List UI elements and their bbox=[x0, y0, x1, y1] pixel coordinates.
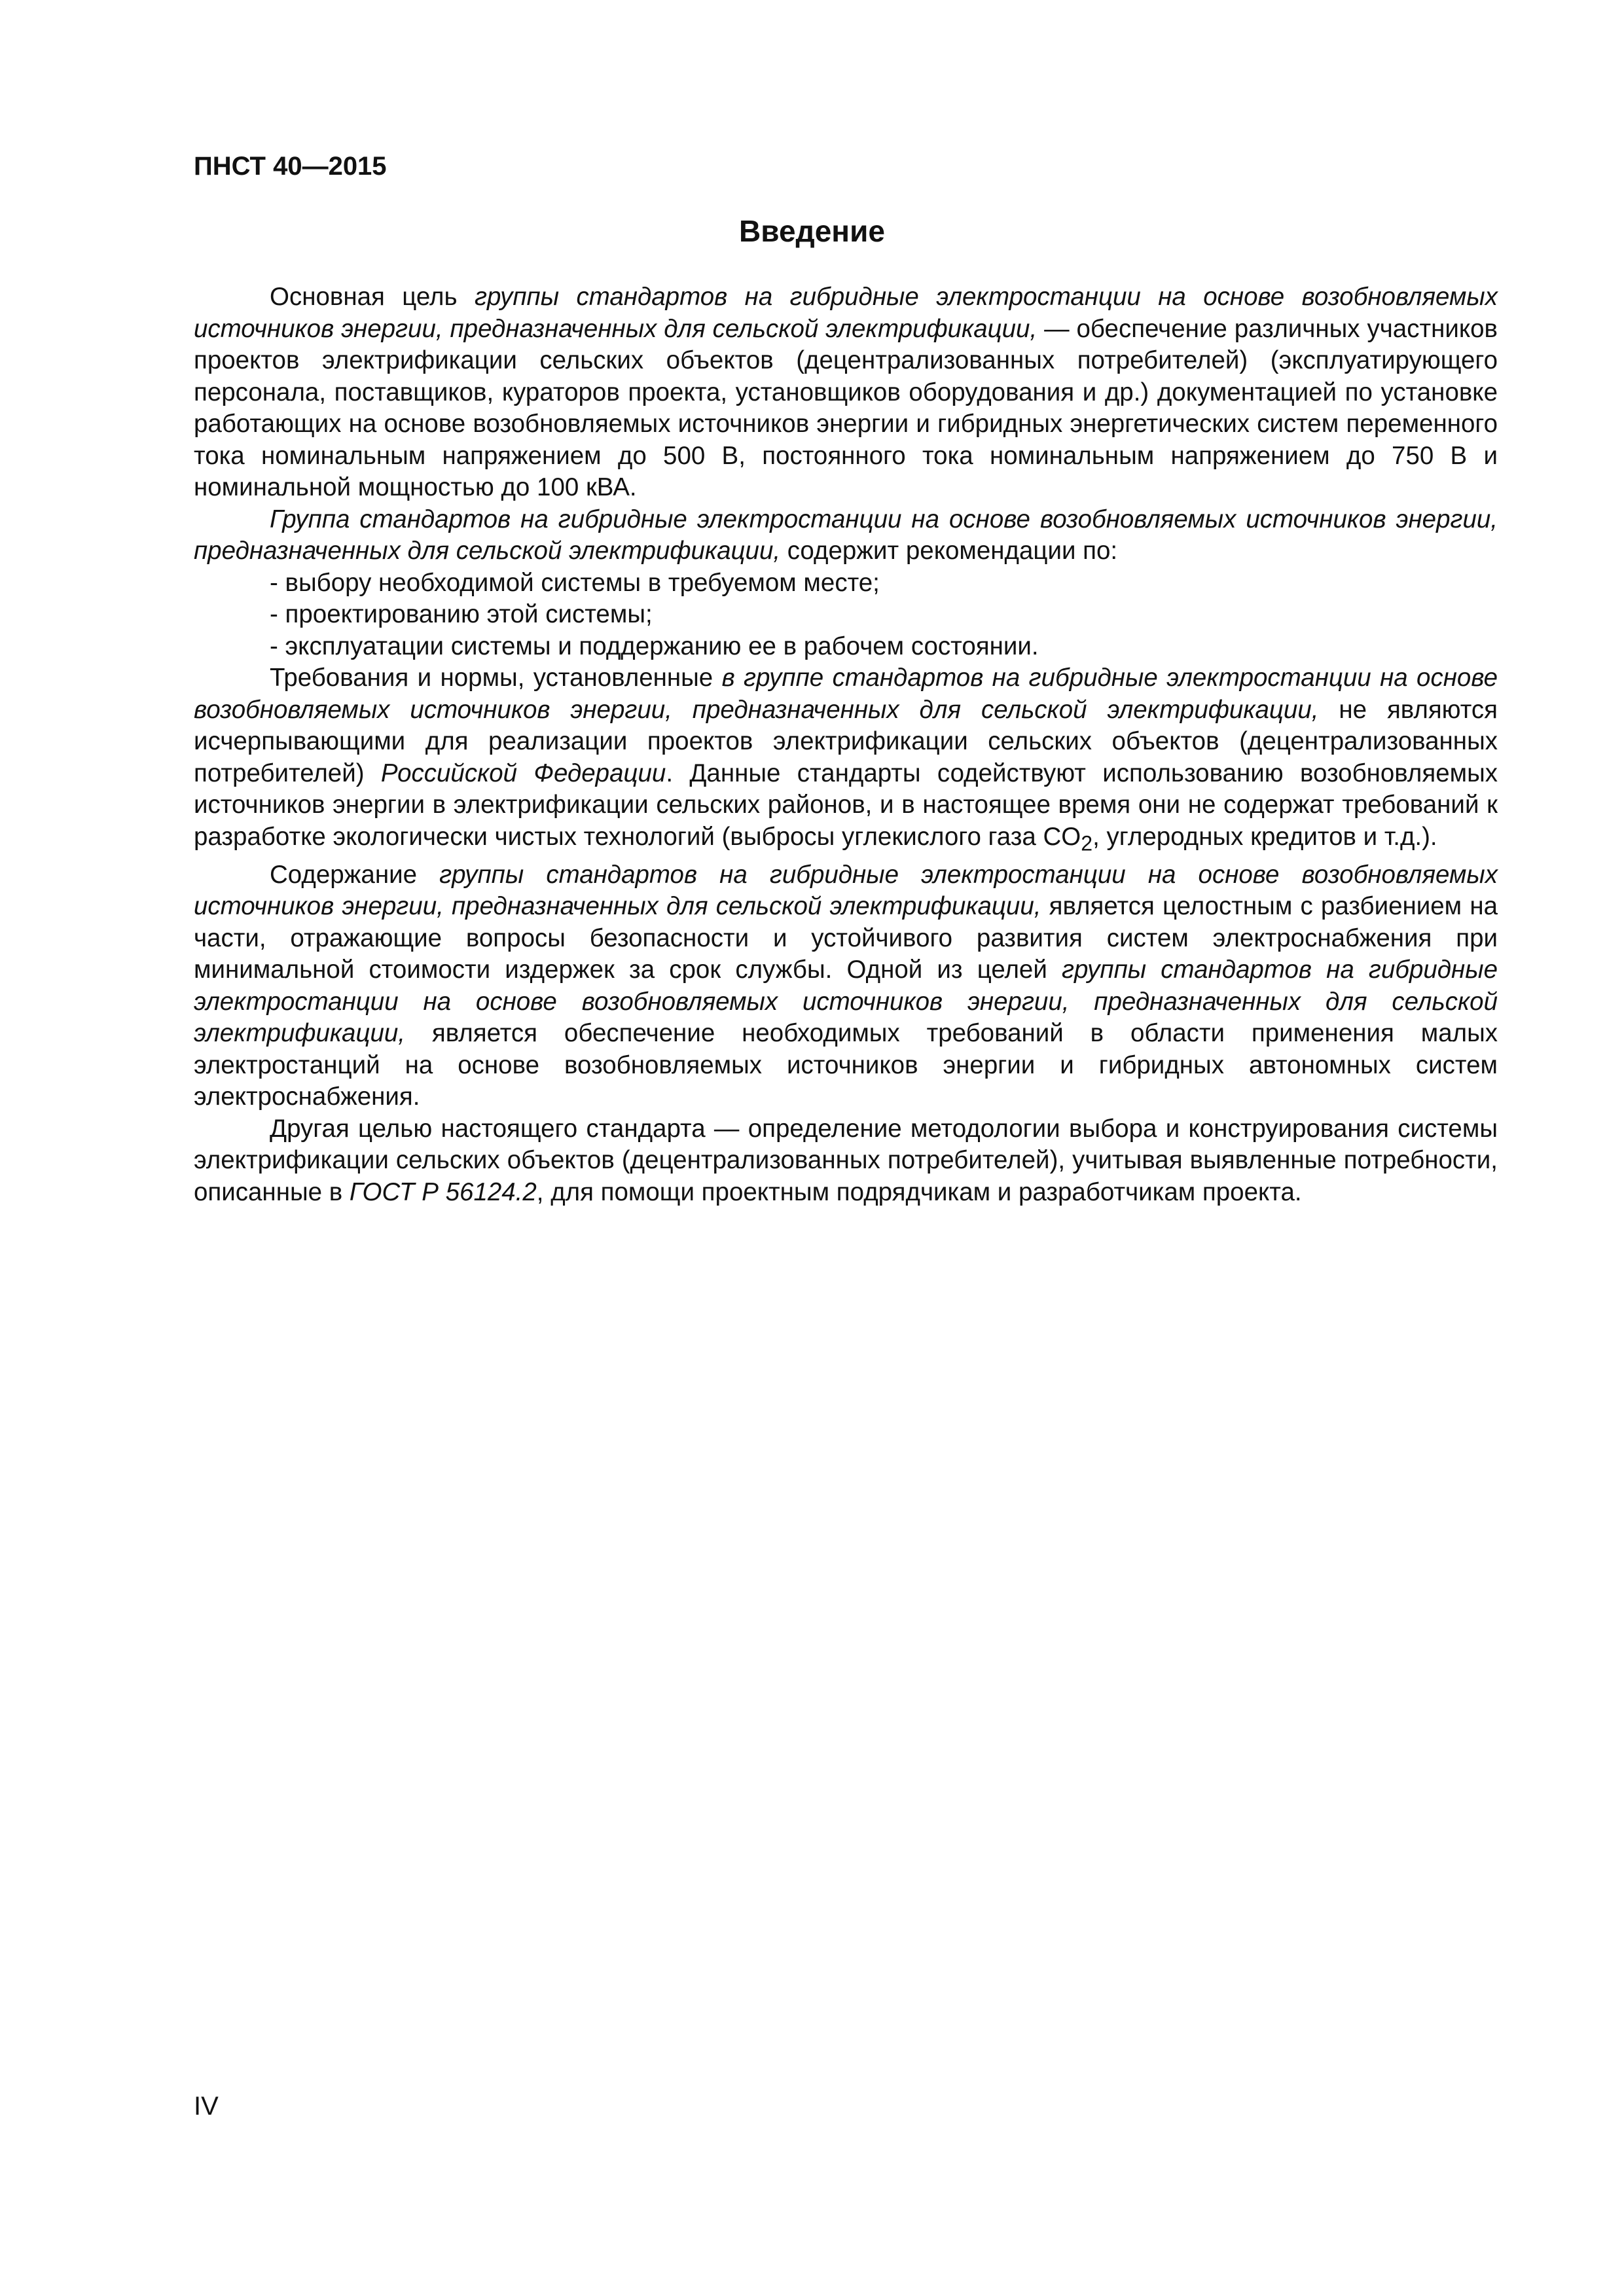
italic-run: группы стандартов на гибридные электростанции на основе возобновляемых источников энергии, предназначенных для сельской электрификации, bbox=[194, 956, 1498, 1048]
text-run: , углеродных кредитов и т.д.). bbox=[1092, 822, 1437, 851]
document-code: ПНСТ 40—2015 bbox=[194, 152, 387, 181]
subscript: 2 bbox=[1081, 831, 1093, 855]
list-item: - эксплуатации системы и поддержанию ее в рабочем состоянии. bbox=[270, 632, 1039, 660]
standard-reference-link: ГОСТ Р 56124.2 bbox=[349, 1177, 537, 1206]
italic-run: в группе стандартов на гибридные электростанции на основе возобновляемых источников энергии, предназначенных для сельской электрификации, bbox=[194, 664, 1498, 724]
paragraph-requirements bbox=[194, 662, 1498, 859]
text-run: является целостным с разбиением на части, отражающие вопросы безопасности и устойчивого развития систем электроснабжения при минимальной стоимости издержек за срок службы. Одной из целей bbox=[194, 892, 1498, 984]
text-run: Другая целью настоящего стандарта — определение методологии выбора и конструирования системы электрификации сельских объектов (децентрализованных потребителей), учитывая выявленные потребности, описанные в bbox=[194, 1114, 1498, 1206]
paragraph-recommendations bbox=[194, 504, 1498, 567]
list-item: - выбору необходимой системы в требуемом месте; bbox=[270, 568, 880, 597]
text-run: не являются исчерпывающими для реализации проектов электрификации сельских объектов (децентрализованных потребителей) bbox=[194, 695, 1498, 787]
italic-run: группы стандартов на гибридные электростанции на основе возобновляемых источников энергии, предназначенных для сельской электрификации, bbox=[194, 860, 1498, 921]
text-run: — обеспечение различных участников проектов электрификации сельских объектов (децентрализованных потребителей) (эксплуатирующего персонала, поставщиков, кураторов проекта, установщиков оборудования и др.) документацией по установке работающих на основе возобновляемых источников энергии и гибридных энергетических систем переменного тока номинальным напряжением до 500 В, постоянного тока номинальным напряжением до 750 В и номинальной мощностью до 100 кВА. bbox=[194, 314, 1498, 501]
text-run: является обеспечение необходимых требований в области применения малых электростанций на основе возобновляемых источников энергии и гибридных автономных систем электроснабжения. bbox=[194, 1019, 1498, 1111]
italic-run: группы стандартов на гибридные электростанции на основе возобновляемых источников энергии, предназначенных для сельской электрификации, bbox=[194, 283, 1498, 343]
text-run: , для помощи проектным подрядчикам и разработчикам проекта. bbox=[536, 1177, 1302, 1206]
paragraph-methodology bbox=[194, 1113, 1498, 1209]
text-run: Требования и нормы, установленные bbox=[270, 664, 722, 692]
text-run: содержит рекомендации по: bbox=[780, 537, 1118, 565]
list-item: - проектированию этой системы; bbox=[270, 600, 653, 628]
paragraph-purpose bbox=[194, 281, 1498, 504]
italic-run: Российской Федерации bbox=[380, 759, 666, 787]
page-title: Введение bbox=[739, 214, 885, 248]
italic-run: Группа стандартов на гибридные электростанции на основе возобновляемых источников энергии, предназначенных для сельской электрификации, bbox=[194, 505, 1498, 565]
page-number: IV bbox=[194, 2092, 219, 2121]
text-run: Содержание bbox=[270, 860, 440, 889]
document-body bbox=[194, 281, 1498, 1208]
text-run: . Данные стандарты содействуют использованию возобновляемых источников энергии в электрификации сельских районов, и в настоящее время они не содержат требований к разработке экологически чистых технологий (выбросы углекислого газа CO bbox=[194, 759, 1498, 851]
paragraph-content bbox=[194, 859, 1498, 1113]
text-run: Основная цель bbox=[270, 283, 475, 311]
